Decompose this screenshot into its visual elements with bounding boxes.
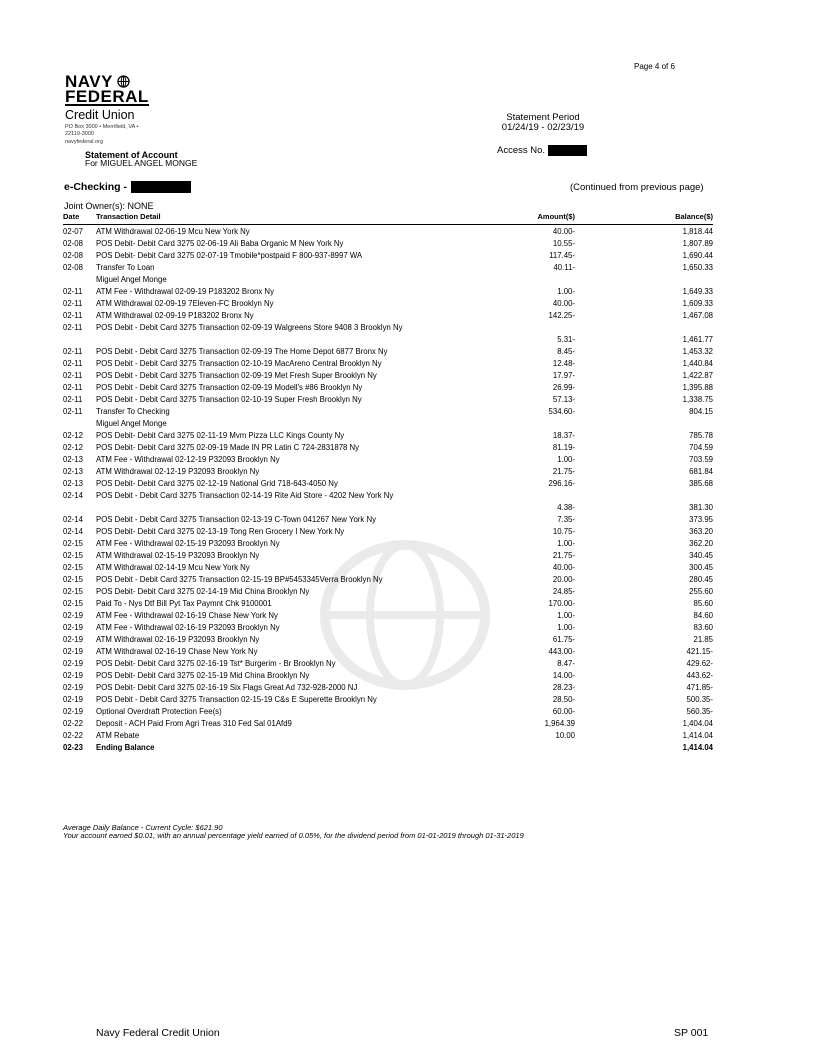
table-row (63, 682, 713, 694)
statement-period-label: Statement Period (506, 112, 580, 123)
transaction-balance: 1,422.87 (682, 371, 713, 380)
transaction-amount: 534.60- (548, 407, 575, 416)
table-row (63, 250, 713, 262)
logo-federal-text: FEDERAL (65, 87, 149, 106)
transaction-detail: POS Debit- Debit Card 3275 02-16-19 Six Flags Great Ad 732-928-2000 NJ (96, 683, 358, 692)
transaction-amount: 21.75- (552, 467, 575, 476)
transaction-date: 02-22 (63, 731, 83, 740)
transaction-date: 02-12 (63, 431, 83, 440)
footer-code: SP 001 (674, 1027, 709, 1039)
transaction-date: 02-11 (63, 323, 83, 332)
transaction-date: 02-08 (63, 251, 83, 260)
transaction-date: 02-15 (63, 587, 83, 596)
table-row (63, 466, 713, 478)
transaction-amount: 40.00- (552, 563, 575, 572)
table-row (63, 310, 713, 322)
transaction-detail: POS Debit - Debit Card 3275 Transaction 02-09-19 Modell's #86 Brooklyn Ny (96, 383, 363, 392)
transaction-balance: 1,690.44 (682, 251, 713, 260)
transaction-detail: Transfer To Loan (96, 263, 155, 272)
transaction-detail: POS Debit- Debit Card 3275 02-12-19 National Grid 718-643-4050 Ny (96, 479, 338, 488)
transaction-detail: POS Debit - Debit Card 3275 Transaction 02-14-19 Rite Aid Store - 4202 New York Ny (96, 491, 394, 500)
navy-federal-logo (65, 74, 155, 146)
transaction-amount: 1.00- (557, 623, 575, 632)
transaction-balance: 560.35- (686, 707, 713, 716)
transaction-detail: Deposit - ACH Paid From Agri Treas 310 Fed Sal 01Afd9 (96, 719, 292, 728)
transaction-amount: 4.38- (557, 503, 575, 512)
table-row (63, 562, 713, 574)
transaction-date: 02-19 (63, 623, 83, 632)
transaction-date: 02-11 (63, 359, 83, 368)
transaction-amount: 21.75- (552, 551, 575, 560)
transaction-detail: ATM Withdrawal 02-15-19 P32093 Brooklyn Ny (96, 551, 260, 560)
table-row (63, 646, 713, 658)
table-row (63, 706, 713, 718)
table-row (63, 598, 713, 610)
transaction-balance: 363.20 (689, 527, 713, 536)
transaction-amount: 170.00- (548, 599, 575, 608)
transaction-balance: 385.68 (689, 479, 713, 488)
transaction-balance: 443.62- (686, 671, 713, 680)
transaction-detail: ATM Fee - Withdrawal 02-09-19 P183202 Bronx Ny (96, 287, 274, 296)
table-row (63, 394, 713, 406)
transaction-balance: 21.85 (693, 635, 713, 644)
transaction-amount: 117.45- (549, 251, 575, 260)
transaction-detail: ATM Withdrawal 02-09-19 P183202 Bronx Ny (96, 311, 254, 320)
table-row (63, 670, 713, 682)
transaction-amount: 1.00- (557, 539, 575, 548)
transaction-amount: 81.19- (552, 443, 575, 452)
table-row (63, 622, 713, 634)
table-row (63, 718, 713, 730)
transaction-balance: 1,609.33 (682, 299, 713, 308)
transaction-amount: 20.00- (552, 575, 575, 584)
transaction-detail: POS Debit - Debit Card 3275 Transaction 02-10-19 Super Fresh Brooklyn Ny (96, 395, 362, 404)
transaction-balance: 681.84 (689, 467, 713, 476)
transaction-date: 02-11 (63, 311, 83, 320)
transaction-amount: 1,964.39 (544, 719, 575, 728)
page-number: Page 4 of 6 (634, 62, 675, 71)
table-row (63, 274, 713, 286)
transaction-detail: ATM Withdrawal 02-16-19 Chase New York Ny (96, 647, 258, 656)
transaction-detail: ATM Fee - Withdrawal 02-16-19 P32093 Brooklyn Ny (96, 623, 280, 632)
transaction-date: 02-19 (63, 611, 83, 620)
transaction-amount: 10.55- (552, 239, 575, 248)
table-row (63, 322, 713, 346)
table-row (63, 382, 713, 394)
transaction-date: 02-14 (63, 491, 83, 500)
table-row (63, 298, 713, 310)
transaction-balance: 373.95 (689, 515, 713, 524)
transaction-detail: ATM Withdrawal 02-12-19 P32093 Brooklyn Ny (96, 467, 260, 476)
transaction-detail: ATM Withdrawal 02-14-19 Mcu New York Ny (96, 563, 250, 572)
table-row (63, 454, 713, 466)
transaction-balance: 255.60 (689, 587, 713, 596)
transaction-detail: POS Debit - Debit Card 3275 Transaction 02-15-19 C&s E Superette Brooklyn Ny (96, 695, 377, 704)
transaction-balance: 703.59 (689, 455, 713, 464)
transaction-date: 02-22 (63, 719, 83, 728)
transaction-date: 02-11 (63, 395, 83, 404)
logo-address: PO Box 3000 • Merrifield, VA • 22119-3000 (65, 124, 139, 137)
transaction-date: 02-19 (63, 683, 83, 692)
transaction-balance: 340.45 (689, 551, 713, 560)
logo-credit-union-text: Credit Union (65, 108, 135, 122)
transaction-date: 02-14 (63, 527, 83, 536)
transaction-balance: 500.35- (686, 695, 713, 704)
transaction-amount: 1.00- (557, 455, 575, 464)
table-row (63, 418, 713, 430)
transaction-detail: Miguel Angel Monge (96, 275, 167, 284)
table-row (63, 406, 713, 418)
table-row (63, 538, 713, 550)
transaction-date: 02-19 (63, 707, 83, 716)
transaction-date: 02-19 (63, 635, 83, 644)
transaction-balance: 1,650.33 (682, 263, 713, 272)
transaction-detail: POS Debit- Debit Card 3275 02-14-19 Mid China Brooklyn Ny (96, 587, 310, 596)
transaction-amount: 1.00- (557, 611, 575, 620)
transaction-balance: 429.62- (686, 659, 713, 668)
transaction-date: 02-15 (63, 599, 83, 608)
transaction-amount: 1.00- (557, 287, 575, 296)
table-row (63, 586, 713, 598)
transaction-detail: POS Debit- Debit Card 3275 02-06-19 Ali Baba Organic M New York Ny (96, 239, 344, 248)
transaction-balance: 1,453.32 (682, 347, 713, 356)
transaction-amount: 40.00- (552, 299, 575, 308)
transaction-date: 02-15 (63, 563, 83, 572)
transaction-amount: 142.25- (548, 311, 575, 320)
transaction-table (63, 226, 713, 754)
transaction-detail: ATM Withdrawal 02-09-19 7Eleven-FC Brooklyn Ny (96, 299, 274, 308)
transaction-detail: ATM Rebate (96, 731, 140, 740)
transaction-balance: 362.20 (689, 539, 713, 548)
transaction-detail: POS Debit - Debit Card 3275 Transaction 02-13-19 C-Town 041267 New York Ny (96, 515, 376, 524)
table-row (63, 550, 713, 562)
transaction-amount: 8.47- (557, 659, 575, 668)
transaction-amount: 10.00 (555, 731, 575, 740)
transaction-detail: POS Debit- Debit Card 3275 02-09-19 Made IN PR Latin C 724-2831878 Ny (96, 443, 360, 452)
transaction-detail: Optional Overdraft Protection Fee(s) (96, 707, 222, 716)
table-row (63, 526, 713, 538)
transaction-detail: Miguel Angel Monge (96, 419, 167, 428)
transaction-amount: 12.48- (552, 359, 575, 368)
transaction-amount: 60.00- (552, 707, 575, 716)
statement-period (499, 113, 587, 133)
transaction-balance: 804.15 (689, 407, 713, 416)
transaction-date: 02-19 (63, 695, 83, 704)
transaction-date: 02-11 (63, 371, 83, 380)
column-header-date: Date (63, 212, 80, 221)
transaction-date: 02-19 (63, 671, 83, 680)
transaction-balance: 280.45 (689, 575, 713, 584)
footnote (63, 824, 524, 839)
table-row (63, 226, 713, 238)
transaction-date: 02-15 (63, 551, 83, 560)
transaction-detail: POS Debit- Debit Card 3275 02-16-19 Tst* Burgerim - Br Brooklyn Ny (96, 659, 336, 668)
access-number-label: Access No. (497, 145, 546, 156)
transaction-amount: 18.37- (552, 431, 575, 440)
table-row (63, 490, 713, 514)
transaction-balance: 785.78 (689, 431, 713, 440)
transaction-detail: ATM Withdrawal 02-06-19 Mcu New York Ny (96, 227, 250, 236)
transaction-balance: 1,414.04 (682, 743, 713, 752)
transaction-amount: 296.16- (548, 479, 575, 488)
transaction-detail: POS Debit- Debit Card 3275 02-13-19 Tong Ren Grocery I New York Ny (96, 527, 345, 536)
transaction-balance: 1,414.04 (682, 731, 713, 740)
account-title (64, 181, 191, 193)
transaction-detail: ATM Fee - Withdrawal 02-15-19 P32093 Brooklyn Ny (96, 539, 280, 548)
transaction-date: 02-08 (63, 239, 83, 248)
transaction-date: 02-07 (63, 227, 83, 236)
transaction-balance: 84.60 (693, 611, 713, 620)
table-row (63, 442, 713, 454)
transaction-date: 02-19 (63, 647, 83, 656)
transaction-amount: 443.00- (548, 647, 575, 656)
transaction-detail: POS Debit - Debit Card 3275 Transaction 02-09-19 Walgreens Store 9408 3 Brooklyn Ny (96, 323, 403, 332)
table-row (63, 262, 713, 274)
average-daily-balance: Average Daily Balance - Current Cycle: $621.90 (63, 823, 223, 832)
transaction-balance: 1,461.77 (682, 335, 713, 344)
transaction-amount: 8.45- (557, 347, 575, 356)
transaction-balance: 1,807.89 (682, 239, 713, 248)
transaction-detail: POS Debit- Debit Card 3275 02-07-19 Tmobile*postpaid F 800-937-8997 WA (96, 251, 363, 260)
transaction-amount: 57.13- (552, 395, 575, 404)
access-number-redaction (548, 145, 587, 156)
table-row (63, 658, 713, 670)
transaction-detail: Ending Balance (96, 743, 155, 752)
table-row (63, 730, 713, 742)
transaction-date: 02-11 (63, 299, 83, 308)
transaction-detail: POS Debit- Debit Card 3275 02-15-19 Mid China Brooklyn Ny (96, 671, 310, 680)
transaction-amount: 40.11- (553, 263, 575, 272)
statement-period-value: 01/24/19 - 02/23/19 (501, 122, 585, 133)
transaction-date: 02-12 (63, 443, 83, 452)
account-number-redaction (131, 181, 191, 193)
transaction-date: 02-13 (63, 467, 83, 476)
transaction-detail: ATM Fee - Withdrawal 02-16-19 Chase New York Ny (96, 611, 278, 620)
transaction-balance: 1,467.08 (682, 311, 713, 320)
column-header-balance: Balance($) (675, 212, 713, 221)
transaction-date: 02-23 (63, 743, 83, 752)
table-row (63, 742, 713, 754)
table-row (63, 694, 713, 706)
transaction-detail: POS Debit - Debit Card 3275 Transaction 02-10-19 MacAreno Central Brooklyn Ny (96, 359, 382, 368)
table-row (63, 346, 713, 358)
transaction-date: 02-13 (63, 479, 83, 488)
joint-owners: Joint Owner(s): NONE (64, 201, 154, 211)
table-row (63, 358, 713, 370)
table-row (63, 478, 713, 490)
transaction-amount: 5.31- (557, 335, 575, 344)
transaction-detail: POS Debit- Debit Card 3275 02-11-19 Mvm Pizza LLC Kings County Ny (96, 431, 345, 440)
statement-for: For MIGUEL ANGEL MONGE (85, 158, 198, 168)
transaction-amount: 7.35- (557, 515, 575, 524)
footer-institution: Navy Federal Credit Union (96, 1027, 220, 1039)
access-number (497, 145, 587, 156)
table-row (63, 430, 713, 442)
transaction-date: 02-08 (63, 263, 83, 272)
transaction-amount: 14.00- (552, 671, 575, 680)
transaction-amount: 40.00- (552, 227, 575, 236)
transaction-balance: 1,338.75 (682, 395, 713, 404)
transaction-detail: ATM Withdrawal 02-16-19 P32093 Brooklyn Ny (96, 635, 260, 644)
transaction-date: 02-11 (63, 407, 83, 416)
transaction-balance: 704.59 (689, 443, 713, 452)
transaction-detail: Paid To - Nys Dtf Bill Pyt Tax Paymnt Chk 9100001 (96, 599, 272, 608)
transaction-detail: POS Debit - Debit Card 3275 Transaction 02-09-19 The Home Depot 6877 Bronx Ny (96, 347, 388, 356)
transaction-date: 02-11 (63, 287, 83, 296)
transaction-amount: 28.23- (552, 683, 575, 692)
transaction-balance: 421.15- (686, 647, 713, 656)
transaction-balance: 300.45 (689, 563, 713, 572)
table-row (63, 574, 713, 586)
table-row (63, 610, 713, 622)
transaction-date: 02-11 (63, 347, 83, 356)
transaction-date: 02-11 (63, 383, 83, 392)
transaction-balance: 471.85- (686, 683, 713, 692)
transaction-amount: 26.99- (552, 383, 575, 392)
table-row (63, 370, 713, 382)
transaction-amount: 17.97- (552, 371, 575, 380)
transaction-detail: POS Debit - Debit Card 3275 Transaction 02-15-19 BP#5453345Verra Brooklyn Ny (96, 575, 383, 584)
table-row (63, 634, 713, 646)
transaction-date: 02-14 (63, 515, 83, 524)
transaction-detail: Transfer To Checking (96, 407, 170, 416)
transaction-date: 02-19 (63, 659, 83, 668)
transaction-balance: 1,818.44 (682, 227, 713, 236)
transaction-amount: 10.75- (552, 527, 575, 536)
transaction-balance: 83.60 (693, 623, 713, 632)
column-header-amount: Amount($) (537, 212, 575, 221)
transaction-amount: 24.85- (552, 587, 575, 596)
transaction-detail: ATM Fee - Withdrawal 02-12-19 P32093 Brooklyn Ny (96, 455, 280, 464)
continued-note: (Continued from previous page) (570, 182, 704, 193)
logo-navy-text: NAVY (65, 72, 113, 91)
transaction-date: 02-15 (63, 575, 83, 584)
transaction-date: 02-13 (63, 455, 83, 464)
transaction-balance: 85.60 (693, 599, 713, 608)
transaction-balance: 381.30 (689, 503, 713, 512)
logo-website: navyfederal.org (65, 139, 103, 145)
account-title-text: e-Checking - (64, 181, 128, 193)
table-row (63, 286, 713, 298)
transaction-amount: 61.75- (552, 635, 575, 644)
transaction-date: 02-15 (63, 539, 83, 548)
transaction-balance: 1,440.84 (682, 359, 713, 368)
transaction-detail: POS Debit - Debit Card 3275 Transaction 02-09-19 Met Fresh Super Brooklyn Ny (96, 371, 377, 380)
statement-title: Statement of Account (85, 150, 178, 160)
transaction-balance: 1,649.33 (682, 287, 713, 296)
column-header-detail: Transaction Detail (96, 212, 161, 221)
table-row (63, 514, 713, 526)
header-divider (63, 224, 713, 225)
table-row (63, 238, 713, 250)
transaction-amount: 28.50- (552, 695, 575, 704)
dividend-note: Your account earned $0.01, with an annual percentage yield earned of 0.05%, for the dividend period from 01-01-2019 through 01-31-2019 (63, 830, 524, 840)
transaction-balance: 1,404.04 (682, 719, 713, 728)
transaction-balance: 1,395.88 (682, 383, 713, 392)
